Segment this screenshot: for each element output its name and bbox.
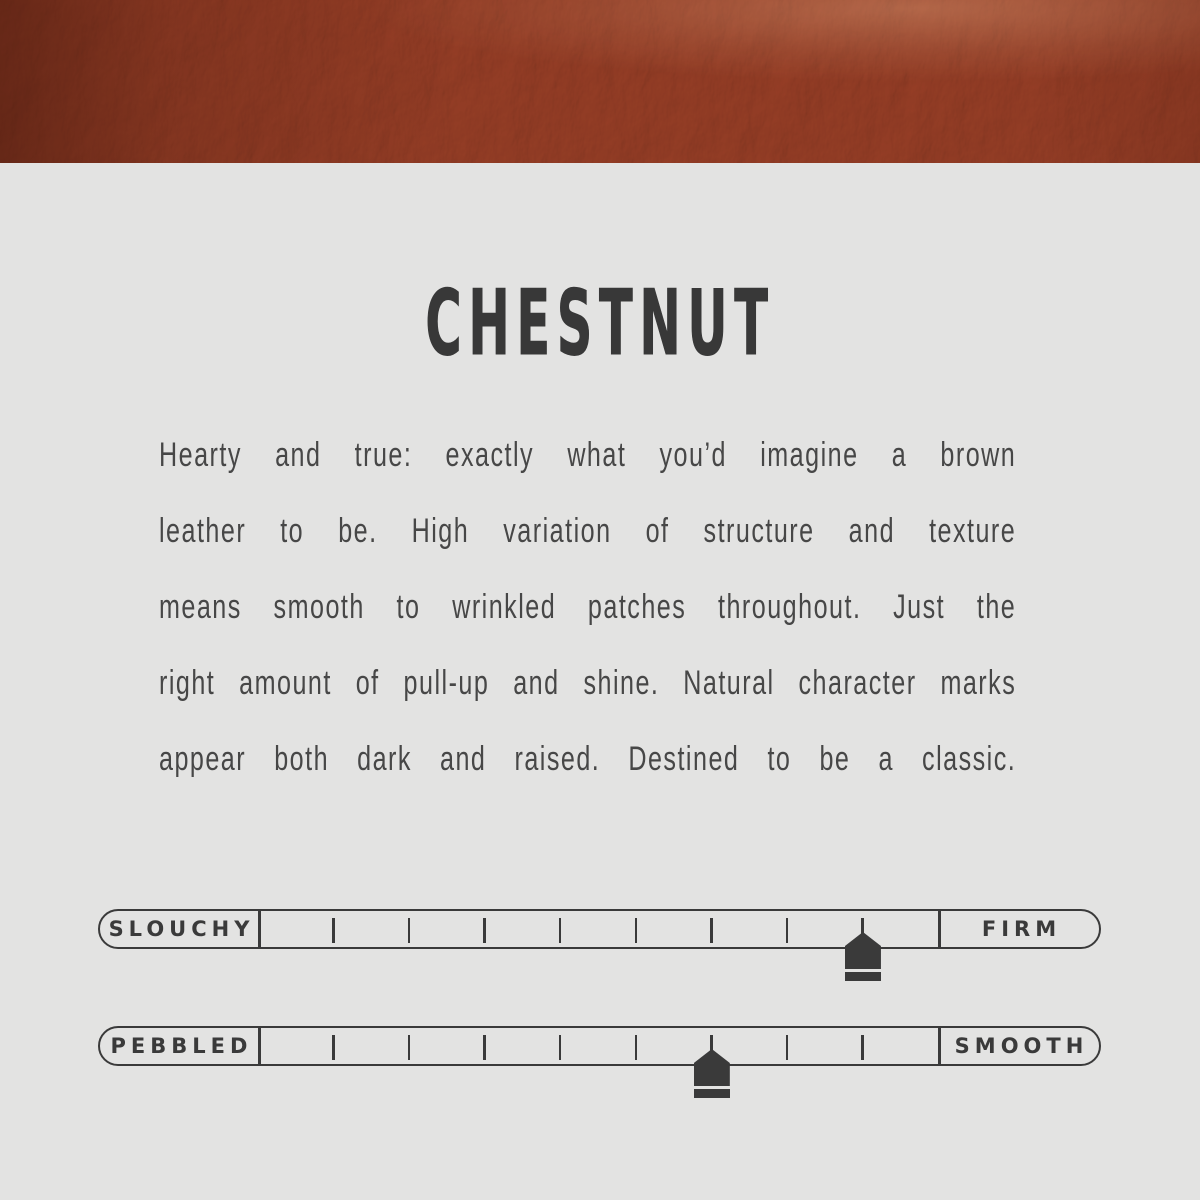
tick-mark — [861, 1035, 864, 1060]
marker-bar-icon — [845, 972, 881, 981]
tick-mark — [559, 918, 562, 943]
description-line: Hearty and true: exactly what you’d imagine a brown — [159, 436, 1017, 474]
tick-mark — [786, 918, 789, 943]
pebbled-smooth-scale — [98, 1026, 1101, 1066]
marker-arrow-icon — [694, 1049, 730, 1086]
tick-mark — [635, 1035, 638, 1060]
description-line: right amount of pull-up and shine. Natural character marks — [159, 664, 1017, 702]
tick-mark — [483, 918, 486, 943]
description-line: leather to be. High variation of structure and texture — [159, 512, 1017, 550]
tick-mark — [710, 918, 713, 943]
scale-divider-left — [258, 910, 261, 948]
tick-mark — [332, 918, 335, 943]
tick-mark — [332, 1035, 335, 1060]
marker-arrow-icon — [845, 932, 881, 969]
tick-mark — [408, 1035, 411, 1060]
scale-right-label: SMOOTH — [954, 1034, 1089, 1058]
tick-mark — [786, 1035, 789, 1060]
scale-marker — [694, 1049, 730, 1121]
scale-divider-left — [258, 1027, 261, 1065]
description-line: means smooth to wrinkled patches throughout. Just the — [159, 588, 1017, 626]
tick-mark — [559, 1035, 562, 1060]
scale-left-label: SLOUCHY — [108, 917, 255, 941]
scale-right-label: FIRM — [981, 917, 1062, 941]
leather-name-title: CHESTNUT — [425, 271, 775, 376]
tick-mark — [483, 1035, 486, 1060]
description-line: appear both dark and raised. Destined to be a classic. — [159, 740, 1017, 778]
leather-description — [159, 417, 1016, 797]
scale-track — [98, 909, 1101, 949]
scale-left-label: PEBBLED — [110, 1034, 253, 1058]
marker-bar-icon — [694, 1089, 730, 1098]
scale-track — [98, 1026, 1101, 1066]
scale-marker — [845, 932, 881, 1004]
slouchy-firm-scale — [98, 909, 1101, 949]
tick-mark — [635, 918, 638, 943]
tick-mark — [408, 918, 411, 943]
leather-texture-image — [0, 0, 1200, 163]
